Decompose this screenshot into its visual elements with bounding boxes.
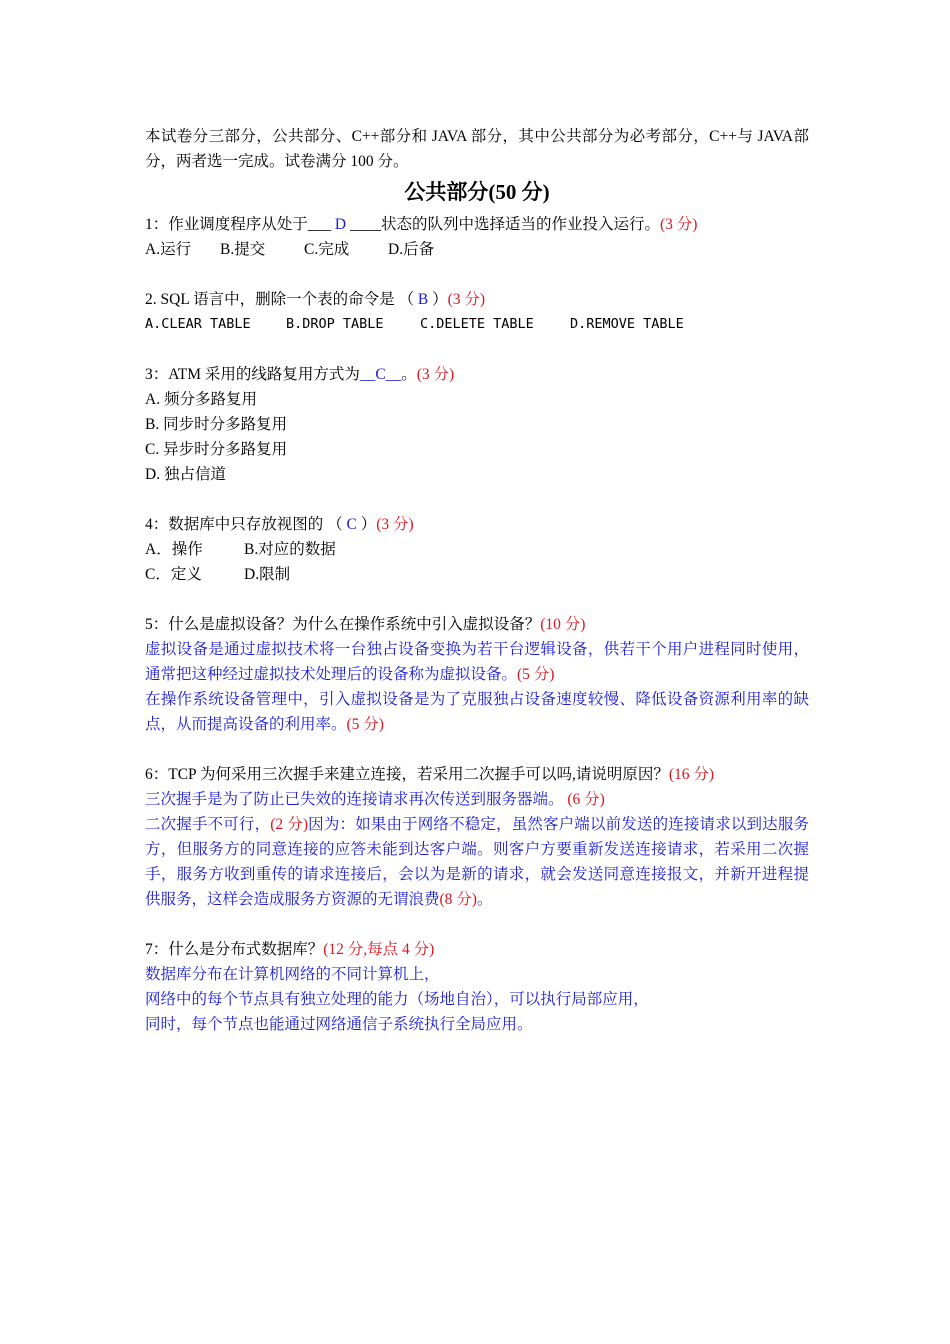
q4-option-d: D.限制: [244, 566, 291, 583]
q1-score: (3 分): [659, 216, 698, 233]
q2-option-c: C.DELETE TABLE: [420, 316, 534, 332]
q2-answer: B: [413, 291, 433, 308]
q4-answer: C: [342, 516, 361, 533]
q7-answer-line-1: 数据库分布在计算机网络的不同计算机上，: [145, 966, 440, 983]
q4-option-b: B.对应的数据: [244, 541, 336, 558]
q5-answer-1-text: 虚拟设备是通过虚拟技术将一台独占设备变换为若干台逻辑设备，供若干个用户进程同时使用，通常把这种经过虚拟技术处理后的设备称为虚拟设备。: [145, 641, 809, 683]
q3-option-c: C. 异步时分多路复用: [145, 441, 288, 458]
q2-stem-end: ）: [432, 291, 448, 308]
q6-answer-1-text: 三次握手是为了防止已失效的连接请求再次传送到服务器端。: [145, 791, 564, 808]
q6-answer-1: [145, 787, 809, 812]
q6-stem: 6：TCP 为何采用三次握手来建立连接，若采用二次握手可以吗,请说明原因？: [145, 766, 669, 783]
q1-stem-start: 1：作业调度程序从处于___: [145, 216, 332, 233]
q6-answer-2-score: (2 分): [270, 816, 309, 833]
question-2: [145, 287, 809, 312]
q3-option-b: B. 同步时分多路复用: [145, 416, 288, 433]
q5-answer-2: [145, 687, 809, 737]
q2-stem-start: 2. SQL 语言中，删除一个表的命令是 （: [145, 291, 414, 308]
q7-answer-line-3: 同时，每个节点也能通过网络通信子系统执行全局应用。: [145, 1016, 533, 1033]
q6-score: (16 分): [668, 766, 715, 783]
q1-option-d: D.后备: [388, 241, 435, 258]
q6-answer-2: [145, 812, 809, 912]
q3-stem-start: 3：ATM 采用的线路复用方式为: [145, 366, 360, 383]
q5-score: (10 分): [540, 616, 586, 633]
q2-options: [145, 312, 809, 337]
q1-stem-end: ____状态的队列中选择适当的作业投入运行。: [349, 216, 660, 233]
q4-stem-start: 4：数据库中只存放视图的 （: [145, 516, 343, 533]
q3-option-d: D. 独占信道: [145, 466, 226, 483]
exam-document: [145, 124, 809, 1037]
q4-option-c: C．定义: [145, 566, 202, 583]
question-4: [145, 512, 809, 537]
q3-score: (3 分): [416, 366, 455, 383]
intro-paragraph: 本试卷分三部分，公共部分、C++部分和 JAVA 部分，其中公共部分为必考部分，C++与 JAVA部分，两者选一完成。试卷满分 100 分。: [145, 128, 809, 170]
q2-score: (3 分): [447, 291, 486, 308]
q2-option-d: D.REMOVE TABLE: [570, 316, 684, 332]
q6-answer-2-body: 因为：如果由于网络不稳定，虽然客户端以前发送的连接请求以到达服务方，但服务方的同意连接的应答未能到达客户端。则客户方要重新发送连接请求，若采用二次握手，服务方收到重传的请求连接后，会以为是新的请求，就会发送同意连接报文，并新开进程提供服务，这样会造成服务方资源的无谓浪费: [145, 816, 809, 908]
q3-option-a: A. 频分多路复用: [145, 391, 257, 408]
q4-options-row-2: [145, 562, 809, 587]
q3-stem-end: 。: [401, 366, 417, 383]
question-6: [145, 762, 809, 787]
q6-answer-2-tail-score: (8 分): [439, 891, 477, 908]
q7-answer-line-2: 网络中的每个节点具有独立处理的能力（场地自治），可以执行局部应用，: [145, 991, 649, 1008]
question-5: [145, 612, 809, 637]
q1-options: [145, 237, 809, 262]
q6-answer-1-score: (6 分): [567, 791, 605, 808]
q2-option-a: A.CLEAR TABLE: [145, 316, 251, 332]
q6-answer-2-start: 二次握手不可行，: [145, 816, 271, 833]
q2-option-b: B.DROP TABLE: [286, 316, 384, 332]
q1-option-a: A.运行: [145, 241, 192, 258]
q4-score: (3 分): [376, 516, 414, 533]
q5-answer-2-text: 在操作系统设备管理中，引入虚拟设备是为了克服独占设备速度较慢、降低设备资源利用率的缺点，从而提高设备的利用率。: [145, 691, 809, 733]
q4-stem-end: ）: [360, 516, 377, 533]
q1-answer: D: [331, 216, 350, 233]
q4-option-a: A．操作: [145, 541, 203, 558]
q5-answer-2-score: (5 分): [346, 716, 384, 733]
q1-option-b: B.提交: [220, 241, 266, 258]
q1-option-c: C.完成: [304, 241, 350, 258]
q6-answer-2-end: 。: [476, 891, 493, 908]
q5-answer-1: [145, 637, 809, 687]
question-7: [145, 937, 809, 962]
q5-answer-1-score: (5 分): [517, 666, 555, 683]
q7-score: (12 分,每点 4 分): [323, 941, 435, 958]
question-1: [145, 212, 809, 237]
section-title: 公共部分(50 分): [404, 180, 550, 204]
question-3: [145, 362, 809, 387]
q5-stem: 5：什么是虚拟设备？为什么在操作系统中引入虚拟设备？: [145, 616, 541, 633]
q4-options-row-1: [145, 537, 809, 562]
q7-stem: 7：什么是分布式数据库？: [145, 941, 324, 958]
q3-answer: __C__: [359, 366, 402, 383]
